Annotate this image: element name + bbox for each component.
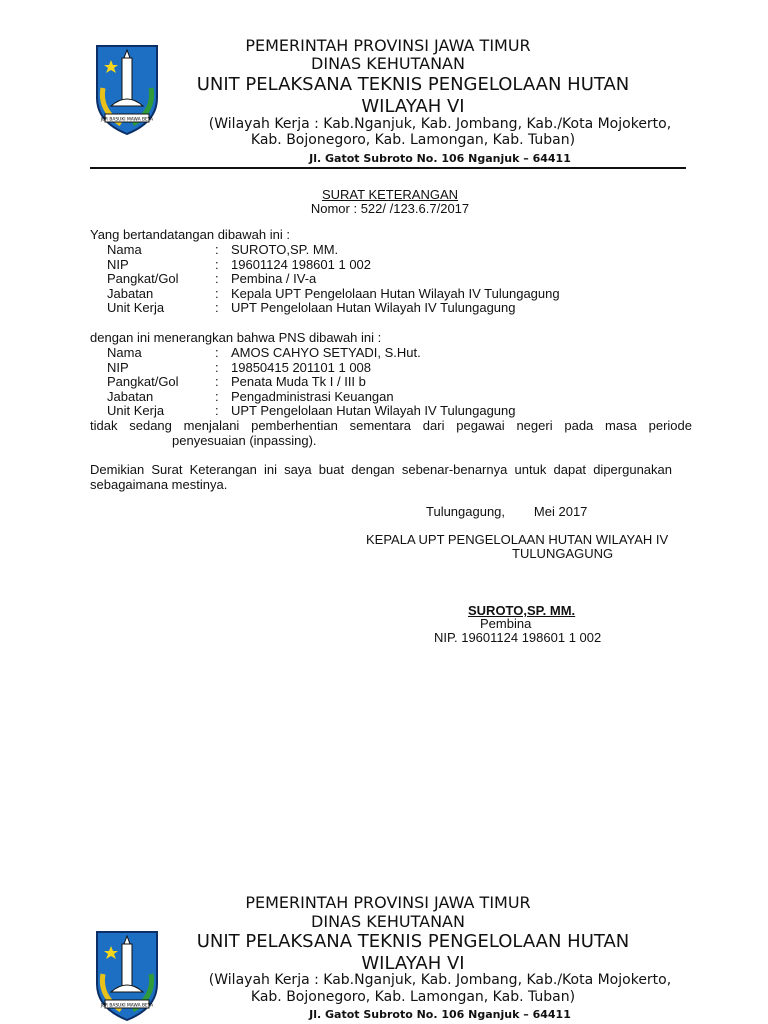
status-text-line2: penyesuaian (inpassing). <box>172 433 317 448</box>
letterhead-government: PEMERINTAH PROVINSI JAWA TIMUR <box>245 36 531 55</box>
field-value: SUROTO,SP. MM. <box>231 242 339 257</box>
letterhead-work-area-line1: (Wilayah Kerja : Kab.Nganjuk, Kab. Jombang, Kab./Kota Mojokerto, <box>208 972 672 988</box>
letter-intro: Yang bertandatangan dibawah ini : <box>90 227 290 242</box>
field-colon: : <box>215 360 219 375</box>
field-label: Jabatan <box>107 286 154 301</box>
subject-row <box>107 360 707 375</box>
field-value: 19601124 198601 1 002 <box>231 257 372 272</box>
field-label: Pangkat/Gol <box>107 374 179 389</box>
letter-statement: dengan ini menerangkan bahwa PNS dibawah ini : <box>90 330 382 345</box>
letterhead-work-area-line1: (Wilayah Kerja : Kab.Nganjuk, Kab. Jombang, Kab./Kota Mojokerto, <box>208 116 672 132</box>
field-label: Pangkat/Gol <box>107 271 179 286</box>
subject-row <box>107 389 707 404</box>
emblem-motto: JER BASUKI MAWA BEYA <box>100 117 154 123</box>
field-value: 19850415 201101 1 008 <box>231 360 372 375</box>
field-colon: : <box>215 403 219 418</box>
field-value: UPT Pengelolaan Hutan Wilayah IV Tulungagung <box>231 300 516 315</box>
field-colon: : <box>215 389 219 404</box>
letterhead-address: Jl. Gatot Subroto No. 106 Nganjuk – 64411 <box>309 1008 571 1021</box>
field-value: Pembina / IV-a <box>231 271 317 286</box>
field-value: UPT Pengelolaan Hutan Wilayah IV Tulungagung <box>231 403 516 418</box>
letter-number: Nomor : 522/ /123.6.7/2017 <box>310 201 470 216</box>
letterhead-unit: UNIT PELAKSANA TEKNIS PENGELOLAAN HUTAN <box>196 74 630 95</box>
field-label: Nama <box>107 345 142 360</box>
status-text-line1: tidak sedang menjalani pemberhentian sementara dari pegawai negeri pada masa periode <box>90 418 692 433</box>
subject-row <box>107 374 707 389</box>
signature-title-line1: KEPALA UPT PENGELOLAAN HUTAN WILAYAH IV <box>366 532 669 547</box>
letterhead-agency: DINAS KEHUTANAN <box>311 54 465 73</box>
signer-row <box>107 242 707 257</box>
field-colon: : <box>215 286 219 301</box>
field-label: Jabatan <box>107 389 154 404</box>
closing-text-line1: Demikian Surat Keterangan ini saya buat dengan sebenar-benarnya untuk dapat dipergunakan <box>90 462 672 477</box>
letterhead-address: Jl. Gatot Subroto No. 106 Nganjuk – 64411 <box>309 152 571 165</box>
field-value: Kepala UPT Pengelolaan Hutan Wilayah IV Tulungagung <box>231 286 560 301</box>
letterhead-region: WILAYAH VI <box>361 96 465 117</box>
letter-title: SURAT KETERANGAN <box>321 187 459 202</box>
field-label: Unit Kerja <box>107 300 165 315</box>
signer-row <box>107 257 707 272</box>
subject-row <box>107 403 707 418</box>
field-label: Unit Kerja <box>107 403 165 418</box>
closing-text-line2: sebagaimana mestinya. <box>90 477 228 492</box>
field-colon: : <box>215 271 219 286</box>
letterhead-government: PEMERINTAH PROVINSI JAWA TIMUR <box>245 893 531 912</box>
field-label: NIP <box>107 257 129 272</box>
signer-row <box>107 271 707 286</box>
field-colon: : <box>215 345 219 360</box>
letterhead-divider <box>90 167 686 169</box>
signature-rank: Pembina <box>480 616 532 631</box>
field-colon: : <box>215 242 219 257</box>
letterhead-agency: DINAS KEHUTANAN <box>311 912 465 931</box>
signature-name: SUROTO,SP. MM. <box>468 603 576 618</box>
place-date: Tulungagung, Mei 2017 <box>426 504 588 519</box>
letterhead-work-area-line2: Kab. Bojonegoro, Kab. Lamongan, Kab. Tuban) <box>250 132 576 148</box>
signature-nip: NIP. 19601124 198601 1 002 <box>434 630 602 645</box>
signer-row <box>107 286 707 301</box>
field-colon: : <box>215 300 219 315</box>
signer-row <box>107 300 707 315</box>
field-label: Nama <box>107 242 142 257</box>
field-colon: : <box>215 374 219 389</box>
field-label: NIP <box>107 360 129 375</box>
letterhead-work-area-line2: Kab. Bojonegoro, Kab. Lamongan, Kab. Tuban) <box>250 989 576 1005</box>
field-value: AMOS CAHYO SETYADI, S.Hut. <box>231 345 421 360</box>
signature-title-line2: TULUNGAGUNG <box>512 546 614 561</box>
letterhead-region: WILAYAH VI <box>361 953 465 974</box>
letterhead-unit: UNIT PELAKSANA TEKNIS PENGELOLAAN HUTAN <box>196 931 630 952</box>
subject-row <box>107 345 707 360</box>
field-value: Pengadministrasi Keuangan <box>231 389 394 404</box>
field-value: Penata Muda Tk I / III b <box>231 374 366 389</box>
field-colon: : <box>215 257 219 272</box>
emblem-motto: JER BASUKI MAWA BEYA <box>100 1003 154 1009</box>
